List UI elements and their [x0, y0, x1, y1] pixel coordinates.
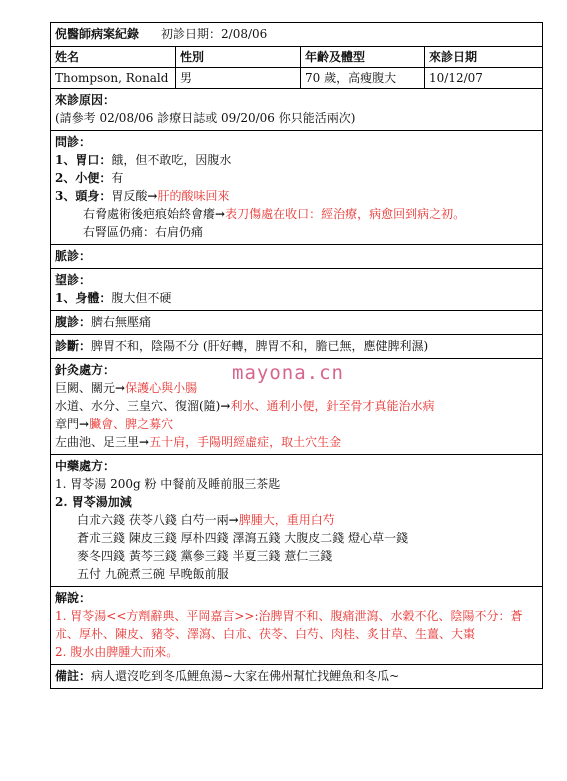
remark-section	[51, 664, 542, 688]
acupuncture-line: 水道、水分、三皇穴、復溜(隨)→利水、通利小便，針至骨才真能治水病	[55, 399, 435, 413]
inquiry-section	[51, 130, 542, 244]
look-section	[51, 268, 542, 310]
diagnosis-label: 診斷：	[55, 339, 92, 353]
inquiry-item-appetite: 1、胃口：餓，但不敢吃，因腹水	[55, 153, 232, 167]
abdomen-text: 臍右無壓痛	[91, 315, 152, 329]
inquiry-sub-pain: 右腎區仍痛：右肩仍痛	[83, 225, 204, 239]
explanation-item-1: 1. 胃苓湯<<方劑辭典、平岡嘉言>>:治脾胃不和、腹痛泄瀉、水穀不化、陰陽不分：蒼朮、厚朴、陳皮、豬苓、澤瀉、白朮、茯苓、白芍、肉桂、炙甘草、生薑、大棗	[55, 609, 523, 641]
column-headers	[51, 46, 542, 67]
arrow-icon: →	[79, 417, 90, 431]
look-item-body: 1、身體：腹大但不硬	[55, 291, 172, 305]
patient-age-build: 70 歲，高瘦腹大	[300, 68, 424, 88]
col-visit-date: 來診日期	[424, 47, 542, 67]
reason-text: (請參考 02/08/06 診療日誌或 09/20/06 你只能活兩次)	[55, 111, 356, 125]
diagnosis-text: 脾胃不和，陰陽不分 (肝好轉，脾胃不和，膽已無，應健脾利濕)	[91, 339, 429, 353]
herbal-label: 中藥處方：	[55, 459, 116, 473]
herbal-item-2: 2. 胃苓湯加減	[55, 495, 132, 509]
arrow-icon: →	[215, 207, 226, 221]
pulse-label: 脈診：	[55, 249, 92, 263]
herb-line: 蒼朮三錢 陳皮三錢 厚朴四錢 澤瀉五錢 大腹皮二錢 燈心草一錢	[77, 531, 409, 545]
patient-visit-date: 10/12/07	[424, 68, 542, 88]
explanation-item-2: 2. 腹水由脾腫大而來。	[55, 645, 179, 659]
look-label: 望診：	[55, 273, 92, 287]
herbal-item-1: 1. 胃苓湯 200g 粉 中餐前及睡前服三茶匙	[55, 477, 281, 491]
arrow-icon: →	[139, 435, 150, 449]
reason-label: 來診原因：	[55, 93, 116, 107]
herbal-section	[51, 454, 542, 586]
watermark: mayona.cn	[232, 362, 344, 384]
herb-line: 白朮六錢 茯苓八錢 白芍一兩→脾腫大，重用白芍	[77, 513, 335, 527]
remark-label: 備註：	[55, 669, 92, 683]
case-record-table	[50, 22, 543, 689]
col-sex: 性別	[175, 47, 300, 67]
inquiry-sub-scar: 右脅處術後疤痕始終會癢→表刀傷處在收口：經治療，病愈回到病之初。	[83, 207, 466, 221]
acupuncture-line: 左曲池、足三里→五十肩，手陽明經虛症，取土穴生金	[55, 435, 342, 449]
acupuncture-line: 章門→臟會、脾之募穴	[55, 417, 174, 431]
first-visit-date: 初診日期：2/08/06	[161, 27, 268, 41]
arrow-icon: →	[228, 513, 239, 527]
pulse-section	[51, 244, 542, 268]
arrow-icon: →	[115, 381, 126, 395]
herb-line: 麥冬四錢 黃芩三錢 黨參三錢 半夏三錢 薏仁三錢	[77, 549, 333, 563]
col-name: 姓名	[55, 50, 80, 64]
patient-row	[51, 67, 542, 88]
inquiry-label: 問診：	[55, 135, 92, 149]
abdomen-label: 腹診：	[55, 315, 92, 329]
explanation-section	[51, 586, 542, 664]
herb-line: 五付 九碗煮三碗 早晚飯前服	[77, 567, 229, 581]
inquiry-item-body: 3、頭身：胃反酸→肝的酸味回來	[55, 189, 230, 203]
patient-sex: 男	[175, 68, 300, 88]
remark-text: 病人還沒吃到冬瓜鯉魚湯~大家在佛州幫忙找鯉魚和冬瓜~	[91, 669, 400, 683]
acupuncture-line: 巨闕、關元→保護心與小腸	[55, 381, 198, 395]
acupuncture-label: 針灸處方：	[55, 363, 116, 377]
explanation-label: 解說：	[55, 591, 92, 605]
abdomen-section	[51, 310, 542, 334]
patient-name: Thompson, Ronald	[55, 71, 169, 85]
diagnosis-section	[51, 334, 542, 358]
inquiry-item-urine: 2、小便：有	[55, 171, 124, 185]
header-row	[51, 23, 542, 46]
col-age: 年齡及體型	[300, 47, 424, 67]
arrow-icon: →	[220, 399, 231, 413]
reason-section	[51, 88, 542, 130]
arrow-icon: →	[147, 189, 158, 203]
record-title: 倪醫師病案紀錄	[55, 27, 140, 41]
